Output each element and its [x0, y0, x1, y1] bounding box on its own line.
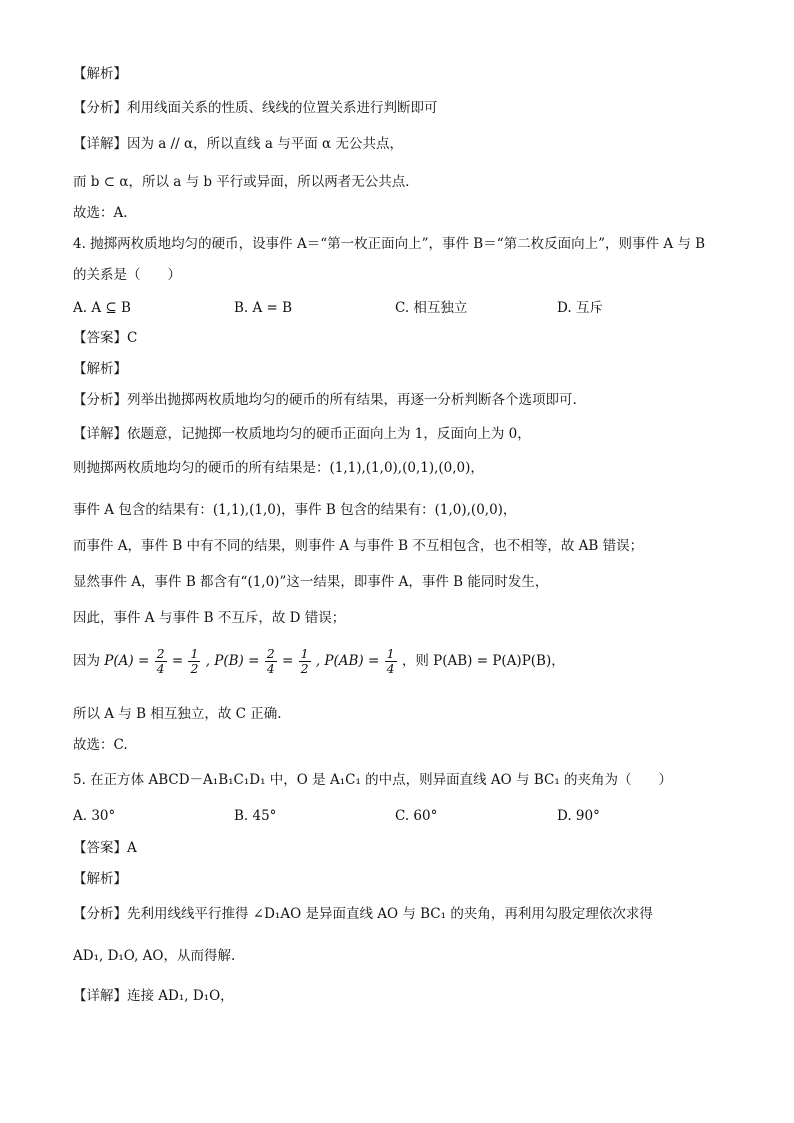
detail-5-line-1: 【详解】连接 AD₁, D₁O， [73, 988, 234, 1004]
analysis-heading-4: 【解析】 [73, 361, 127, 377]
analysis-note-4: 【分析】列举出抛掷两枚质地均匀的硬币的所有结果，再逐一分析判断各个选项即可. [73, 392, 577, 408]
q4-option-a: A. A ⊆ B [73, 300, 131, 316]
fraction-5-den: 4 [386, 661, 395, 676]
analysis-note-5: 【分析】先利用线线平行推得 ∠D₁AO 是异面直线 AO 与 BC₁ 的夹角，再利用勾股定理依次求得 [73, 906, 653, 922]
answer-4: 【答案】C [73, 330, 138, 346]
fraction-4-num: 1 [300, 646, 309, 661]
q5-option-b: B. 45° [234, 808, 277, 824]
analysis-heading-1: 【解析】 [73, 66, 127, 82]
question-5-stem: 5. 在正方体 ABCD－A₁B₁C₁D₁ 中，O 是 A₁C₁ 的中点，则异面直线 AO 与 BC₁ 的夹角为（ ） [73, 772, 673, 788]
probability-formula [73, 646, 565, 676]
fraction-1-den: 4 [156, 661, 165, 676]
q5-option-a: A. 30° [73, 808, 116, 824]
analysis-note-1: 【分析】利用线面关系的性质、线线的位置关系进行判断即可 [73, 100, 438, 116]
fraction-5-num: 1 [386, 646, 395, 661]
detail-4-line-6: 因此，事件 A 与事件 B 不互斥，故 D 错误； [73, 610, 346, 626]
fraction-1-num: 2 [156, 646, 165, 661]
fraction-4-den: 2 [300, 661, 309, 676]
q4-option-d: D. 互斥 [557, 300, 603, 316]
q4-option-b: B. A = B [234, 300, 293, 316]
question-4-stem-cont: 的关系是（ ） [73, 267, 181, 283]
formula-prefix: 因为 [73, 653, 100, 669]
detail-4-line-3: 事件 A 包含的结果有：(1,1),(1,0)，事件 B 包含的结果有：(1,0),(0,0)， [73, 502, 517, 518]
analysis-note-5-cont: AD₁, D₁O, AO，从而得解. [73, 948, 236, 964]
detail-4-line-5: 显然事件 A，事件 B 都含有“(1,0)”这一结果，即事件 A，事件 B 能同时发生， [73, 574, 549, 590]
answer-choice-1: 故选：A. [73, 205, 128, 221]
q4-option-c: C. 相互独立 [395, 300, 468, 316]
fraction-2-den: 2 [190, 661, 199, 676]
answer-choice-4: 故选：C. [73, 737, 128, 753]
formula-suffix: ，则 P(AB) = P(A)P(B)， [401, 653, 565, 669]
detail-line-2: 而 b ⊂ α，所以 a 与 b 平行或异面，所以两者无公共点． [73, 174, 419, 190]
detail-4-line-1: 【详解】依题意，记抛掷一枚质地均匀的硬币正面向上为 1，反面向上为 0， [73, 426, 531, 442]
answer-5: 【答案】A [73, 840, 137, 856]
formula-eq1: = [171, 653, 184, 669]
question-4-stem: 4. 抛掷两枚质地均匀的硬币，设事件 A＝“第一枚正面向上”，事件 B＝“第二枚反面向上”，则事件 A 与 B [73, 236, 706, 252]
fraction-3-num: 2 [266, 646, 275, 661]
q5-option-d: D. 90° [557, 808, 600, 824]
fraction-4 [299, 647, 311, 676]
q5-option-c: C. 60° [395, 808, 438, 824]
detail-4-line-2: 则抛掷两枚质地均匀的硬币的所有结果是：(1,1),(1,0),(0,1),(0,0)， [73, 460, 484, 476]
detail-4-conclusion: 所以 A 与 B 相互独立，故 C 正确. [73, 706, 282, 722]
fraction-3-den: 4 [266, 661, 275, 676]
formula-eq2: = [281, 653, 294, 669]
analysis-heading-5: 【解析】 [73, 871, 127, 887]
fraction-2 [188, 647, 200, 676]
fraction-1 [155, 647, 167, 676]
detail-line-1: 【详解】因为 a // α，所以直线 a 与平面 α 无公共点， [73, 136, 403, 152]
fraction-5 [385, 647, 397, 676]
detail-4-line-4: 而事件 A，事件 B 中有不同的结果，则事件 A 与事件 B 不互相包含，也不相等，故 AB 错误； [73, 538, 644, 554]
formula-pb: , P(B) = [205, 653, 260, 669]
fraction-2-num: 1 [190, 646, 199, 661]
fraction-3 [265, 647, 277, 676]
formula-pa: P(A) = [104, 653, 150, 669]
formula-pab: , P(AB) = [315, 653, 380, 669]
